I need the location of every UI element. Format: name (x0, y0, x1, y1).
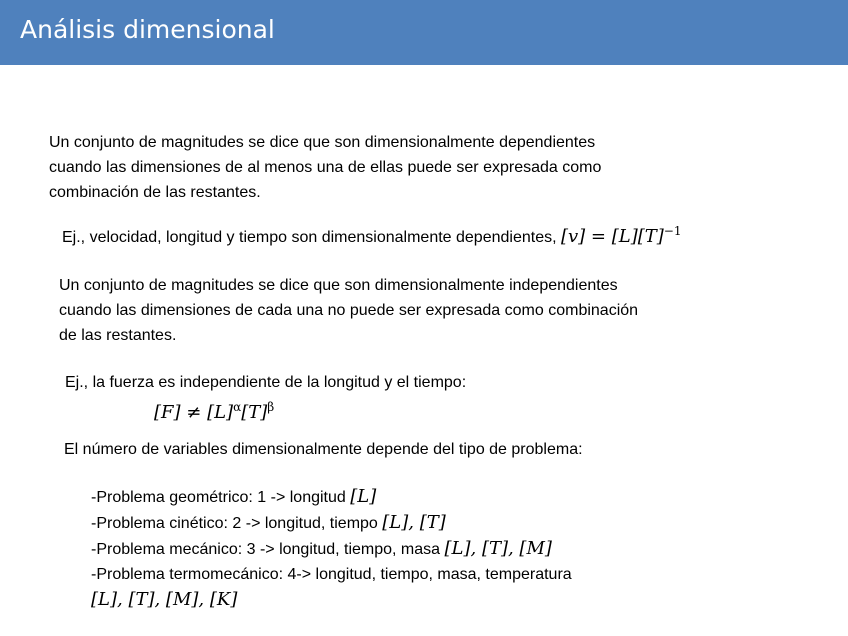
problem-type-text: -Problema termomecánico: 4-> longitud, tiempo, masa, temperatura (91, 566, 572, 583)
dependent-definition (49, 130, 601, 205)
problem-types-list (91, 484, 572, 612)
length-dimension: [L] (207, 402, 234, 423)
independent-definition-line: Un conjunto de magnitudes se dice que son dimensionalmente independientes (59, 277, 618, 294)
slide-title: Análisis dimensional (20, 15, 275, 44)
problem-type-dims: [L], [T] (382, 512, 446, 533)
thermo-dims: [L], [T], [M], [K] (91, 589, 238, 610)
independent-formula (154, 395, 274, 426)
exponent: −1 (663, 224, 682, 238)
length-time-dimension: [L][T] (611, 226, 664, 247)
problem-type-dims: [L] (350, 486, 377, 507)
independent-definition-line: cuando las dimensiones de cada una no puede ser expresada como combinación (59, 302, 639, 319)
dependent-example (62, 219, 682, 250)
problem-type-text: -Problema cinético: 2 -> longitud, tiempo (91, 515, 383, 532)
beta-exponent: β (267, 400, 275, 414)
problem-type-item (91, 484, 572, 510)
velocity-dimension: [v] (560, 226, 586, 247)
dependent-definition-line: combinación de las restantes. (49, 184, 261, 201)
not-equal-sign: ≠ (180, 402, 208, 423)
dependent-definition-line: cuando las dimensiones de al menos una de ellas puede ser expresada como (49, 159, 602, 176)
variables-intro: El número de variables dimensionalmente depende del tipo de problema: (64, 441, 583, 458)
independent-definition-line: de las restantes. (59, 327, 177, 344)
problem-type-text: -Problema mecánico: 3 -> longitud, tiempo, masa (91, 541, 445, 558)
alpha-exponent: α (233, 400, 242, 414)
dependent-example-text: Ej., velocidad, longitud y tiempo son dimensionalmente dependientes, (62, 229, 561, 246)
problem-type-item (91, 510, 572, 536)
equals-sign: = (585, 226, 612, 247)
title-bar (0, 0, 848, 65)
problem-type-dims: [L], [T], [M] (444, 538, 552, 559)
force-dimension: [F] (154, 402, 181, 423)
problem-type-text: -Problema geométrico: 1 -> longitud (91, 489, 351, 506)
independent-definition (59, 273, 638, 348)
independent-example-text: Ej., la fuerza es independiente de la longitud y el tiempo: (65, 374, 467, 391)
problem-type-item (91, 536, 572, 562)
problem-type-item (91, 562, 572, 587)
dependent-definition-line: Un conjunto de magnitudes se dice que son dimensionalmente dependientes (49, 134, 596, 151)
time-dimension: [T] (241, 402, 268, 423)
